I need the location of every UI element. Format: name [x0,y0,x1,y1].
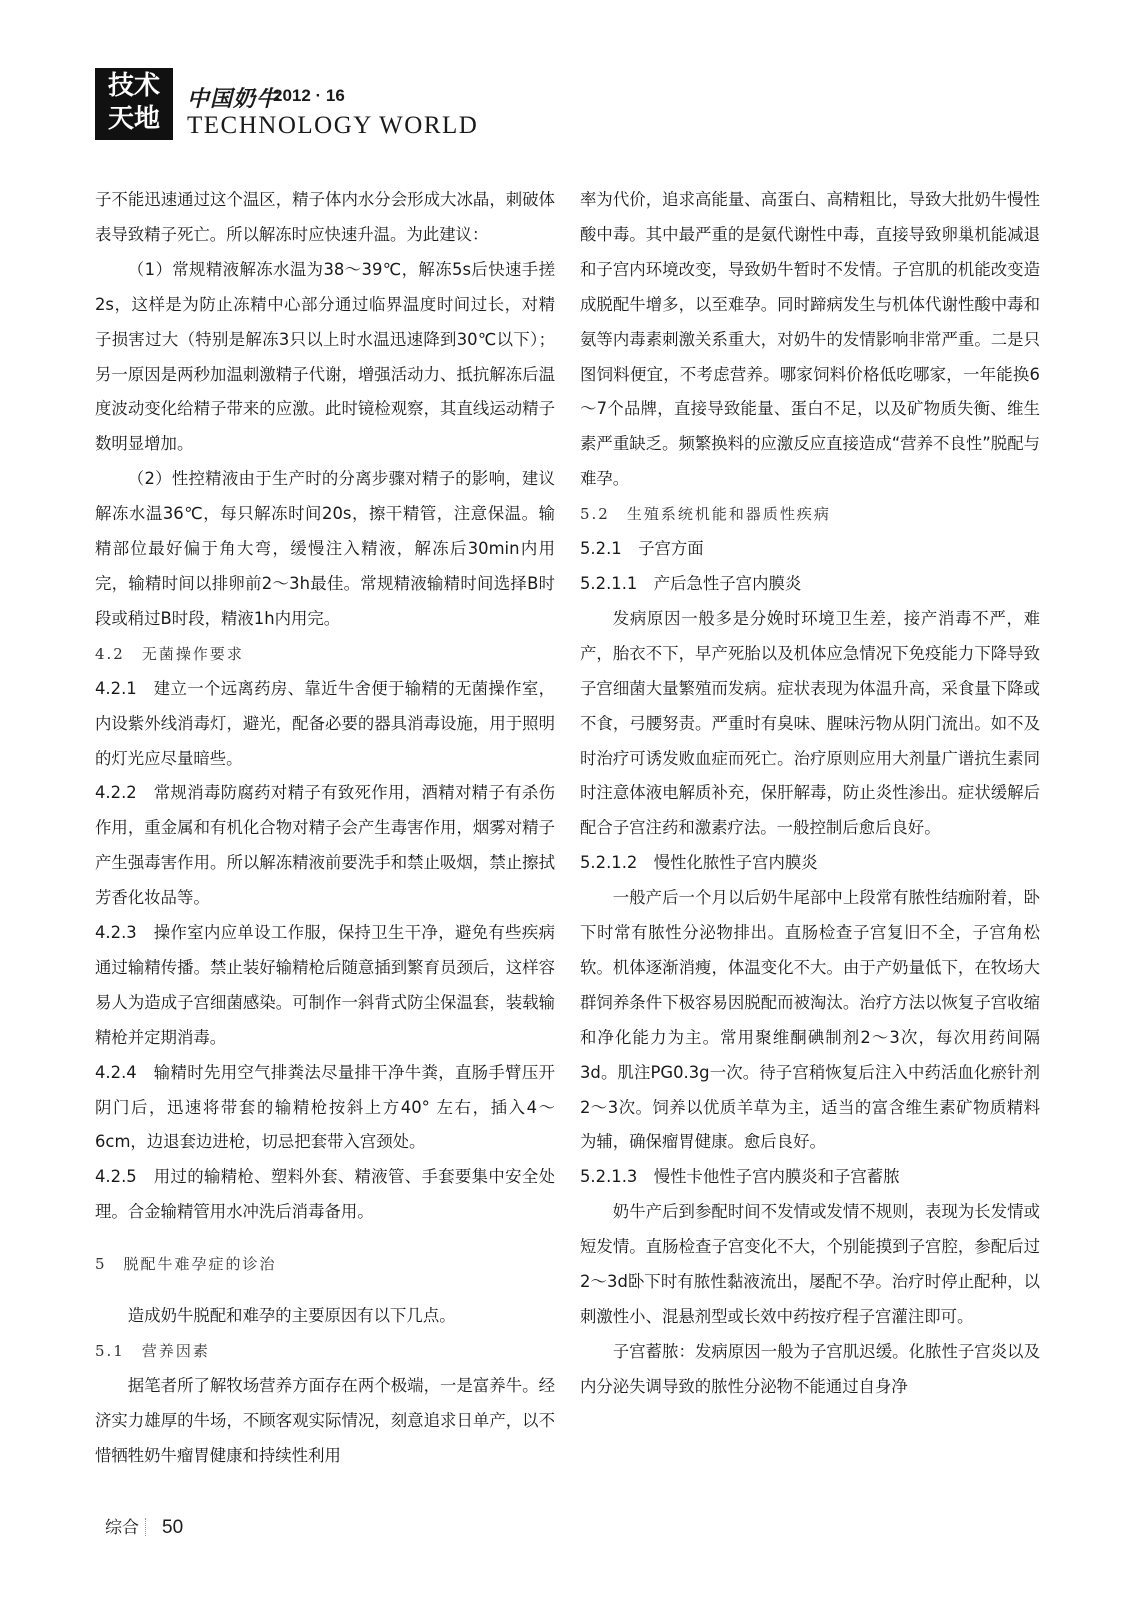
paragraph: 造成奶牛脱配和难孕的主要原因有以下几点。 [127,1306,456,1326]
section-badge [95,68,173,140]
paragraph: 5.2.1.3 慢性卡他性子宫内膜炎和子宫蓄脓 [580,1167,900,1187]
paragraph: 奶牛产后到参配时间不发情或发情不规则，表现为长发情或短发情。直肠检查子宫变化不大，个别能摸到子宫腔，参配后过2～3d卧下时有脓性黏液流出，屡配不孕。治疗时停止配种，以刺激性小、混悬剂型或长效中药按疗程子宫灌注即可。 [580,1202,1040,1326]
paragraph: 率为代价，追求高能量、高蛋白、高精粗比，导致大批奶牛慢性酸中毒。其中最严重的是氨代谢性中毒，直接导致卵巢机能减退和子宫内环境改变，导致奶牛暂时不发情。子宫肌的机能改变造成脱配牛增多，以至难孕。同时蹄病发生与机体代谢性酸中毒和氨等内毒素刺激关系重大，对奶牛的发情影响非常严重。二是只图饲料便宜，不考虑营养。哪家饲料价格低吃哪家，一年能换6～7个品牌，直接导致能量、蛋白不足，以及矿物质失衡、维生素严重缺乏。频繁换料的应激反应直接造成“营养不良性”脱配与难孕。 [580,190,1040,489]
paragraph: 发病原因一般多是分娩时环境卫生差，接产消毒不严，难产，胎衣不下，早产死胎以及机体应急情况下免疫能力下降导致子宫细菌大量繁殖而发病。症状表现为体温升高，采食量下降或不食，弓腰努责。严重时有臭味、腥味污物从阴门流出。如不及时治疗可诱发败血症而死亡。治疗原则应用大剂量广谱抗生素同时注意体液电解质补充，保肝解毒，防止炎性渗出。症状缓解后配合子宫注药和激素疗法。一般控制后愈后良好。 [580,608,1040,838]
section-heading: 5.1 营养因素 [95,1342,210,1360]
spacer [95,1230,555,1247]
paragraph: 4.2.4 输精时先用空气排粪法尽量排干净牛粪，直肠手臂压开阴门后，迅速将带套的输精枪按斜上方40° 左右，插入4～6cm，边退套边进枪，切忌把套带入宫颈处。 [95,1062,555,1152]
section-heading: 5.2 生殖系统机能和器质性疾病 [580,505,831,524]
section-title-en: TECHNOLOGY WORLD [187,112,479,139]
paragraph: 4.2.2 常规消毒防腐药对精子有致死作用，酒精对精子有杀伤作用，重金属和有机化合物对精子会产生毒害作用，烟雾对精子产生强毒害作用。所以解冻精液前要洗手和禁止吸烟，禁止擦拭芳香化妆品等。 [95,783,555,908]
section-heading: 4.2 无菌操作要求 [95,644,244,663]
paragraph: （1）常规精液解冻水温为38～39℃，解冻5s后快速手搓2s，这样是为防止冻精中心部分通过临界温度时间过长，对精子损害过大（特别是解冻3只以上时水温迅速降到30℃以下）；另一原因是两秒加温刺激精子代谢，增强活动力、抵抗解冻后温度波动变化给精子带来的应激。此时镜检观察，其直线运动精子数明显增加。 [95,259,555,454]
paragraph: 5.2.1.1 产后急性子宫内膜炎 [580,573,802,593]
footer-ornament [145,1518,156,1536]
paragraph: 4.2.5 用过的输精枪、塑料外套、精液管、手套要集中安全处理。合金输精管用水冲洗后消毒备用。 [95,1167,555,1222]
paragraph: 据笔者所了解牧场营养方面存在两个极端，一是富养牛。经济实力雄厚的牛场，不顾客观实际情况，刻意追求日单产，以不惜牺牲奶牛瘤胃健康和持续性利用 [95,1375,555,1465]
paragraph: 5.2.1 子宫方面 [580,539,704,559]
left-column [95,183,555,1474]
paragraph: （2）性控精液由于生产时的分离步骤对精子的影响，建议解冻水温36℃，每只解冻时间20s，擦干精管，注意保温。输精部位最好偏于角大弯，缓慢注入精液，解冻后30min内用完，输精时间以排卵前2～3h最佳。常规精液输精时间选择B时段或稍过B时段，精液1h内用完。 [95,469,555,628]
badge-line-1: 技术 [107,71,160,101]
issue-number: 2012 · 16 [273,86,345,105]
section-heading: 5 脱配牛难孕症的诊治 [95,1255,277,1274]
paragraph: 4.2.3 操作室内应单设工作服，保持卫生干净，避免有些疾病通过输精传播。禁止装好输精枪后随意插到繁育员颈后，这样容易人为造成子宫细菌感染。可制作一斜背式防尘保温套，装载输精枪并定期消毒。 [95,923,555,1047]
footer-section: 综合 [105,1518,139,1538]
paragraph: 一般产后一个月以后奶牛尾部中上段常有脓性结痂附着，卧下时常有脓性分泌物排出。直肠检查子宫复旧不全，子宫角松软。机体逐渐消瘦，体温变化不大。由于产奶量低下，在牧场大群饲养条件下极容易因脱配而被淘汰。治疗方法以恢复子宫收缩和净化能力为主。常用聚维酮碘制剂2～3次，每次用药间隔3d。肌注PG0.3g一次。待子宫稍恢复后注入中药活血化瘀针剂2～3次。饲养以优质羊草为主，适当的富含维生素矿物质精料为辅，确保瘤胃健康。愈后良好。 [580,888,1040,1152]
paragraph: 5.2.1.2 慢性化脓性子宫内膜炎 [580,853,818,873]
magazine-logo: 中国奶牛 [187,86,280,112]
page-header [95,62,695,142]
spacer [95,1282,555,1299]
page-footer [105,1513,183,1539]
page-number: 50 [162,1517,184,1538]
right-column [580,183,1040,1405]
badge-line-2: 天地 [107,104,160,134]
paragraph: 子宫蓄脓：发病原因一般为子宫肌迟缓。化脓性子宫炎以及内分泌失调导致的脓性分泌物不能通过自身净 [580,1341,1040,1396]
paragraph: 子不能迅速通过这个温区，精子体内水分会形成大冰晶，刺破体表导致精子死亡。所以解冻时应快速升温。为此建议： [95,190,555,244]
paragraph: 4.2.1 建立一个远离药房、靠近牛舍便于输精的无菌操作室，内设紫外线消毒灯，避光，配备必要的器具消毒设施，用于照明的灯光应尽量暗些。 [95,678,555,768]
